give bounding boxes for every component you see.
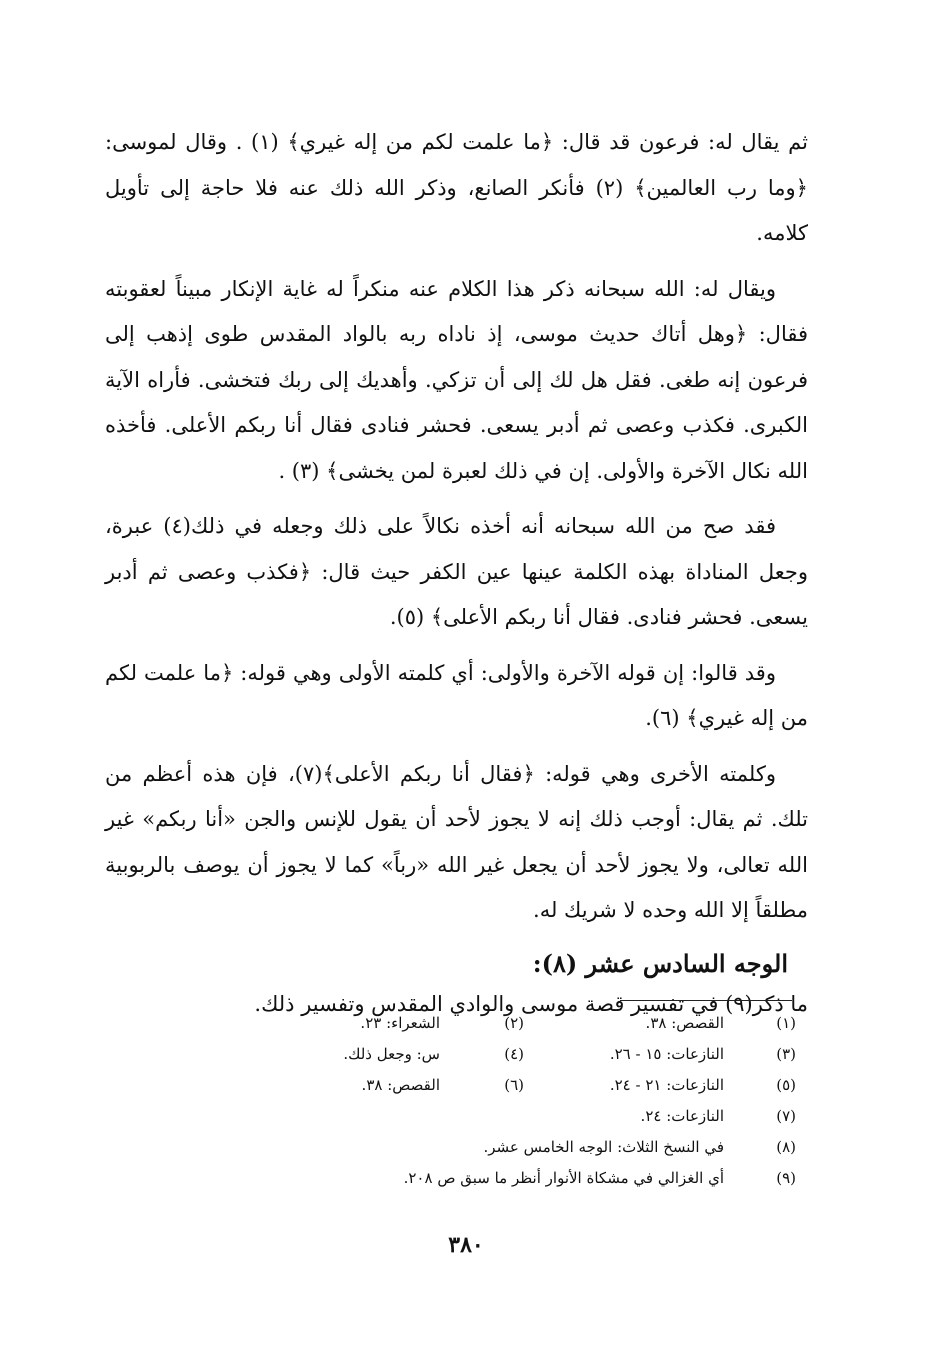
footnotes <box>240 1008 796 1194</box>
footnote-number: (٢) <box>504 1014 524 1032</box>
footnote-text: س: وجعل ذلك. <box>343 1045 440 1063</box>
paragraph-2: ويقال له: الله سبحانه ذكر هذا الكلام عنه منكراً له غاية الإنكار مبيناً لعقوبته فقال: ﴿وهل أتاك حديث موسى، إذ ناداه ربه بالواد المقدس طوى إذهب إلى فرعون إنه طغى. فقل هل لك إلى أن تزكي. وأهديك إلى ربك فتخشى. فأراه الآية الكبرى. فكذب وعصى ثم أدبر يسعى. فحشر فنادى فقال أنا ربكم الأعلى. فأخذه الله نكال الآخرة والأولى. إن في ذلك لعبرة لمن يخشى﴾ (٣) . <box>105 276 808 483</box>
paragraph-3: فقد صح من الله سبحانه أنه أخذه نكالاً على ذلك وجعله في ذلك(٤) عبرة، وجعل المناداة بهذه الكلمة عينها عين الكفر حيث قال: ﴿فكذب وعصى ثم أدبر يسعى. فحشر فنادى. فقال أنا ربكم الأعلى﴾ (٥). <box>105 514 808 629</box>
main-text <box>105 120 808 1024</box>
footnote-row <box>240 1039 796 1070</box>
footnote-row <box>240 1132 796 1163</box>
section-heading: الوجه السادس عشر (٨): <box>532 948 788 978</box>
footnote-text: أي الغزالي في مشكاة الأنوار أنظر ما سبق ص ٢٠٨. <box>403 1169 724 1187</box>
section-intro: ما ذكر(٩) في تفسير قصة موسى والوادي المقدس وتفسير ذلك. <box>254 991 808 1016</box>
footnote-number: (٨) <box>776 1138 796 1156</box>
paragraph-1: ثم يقال له: فرعون قد قال: ﴿ما علمت لكم من إله غيري﴾ (١) . وقال لموسى: ﴿وما رب العالمين﴾ (٢) فأنكر الصانع، وذكر الله ذلك عنه فلا حاجة إلى تأويل كلامه. <box>105 130 808 245</box>
paragraph-5: وكلمته الأخرى وهي قوله: ﴿فقال أنا ربكم الأعلى﴾(٧)، فإن هذه أعظم من تلك. ثم يقال: أوجب ذلك إنه لا يجوز لأحد أن يقول للإنس والجن «أنا ربكم» غير الله تعالى، ولا يجوز لأحد أن يجعل غير الله «رباً» كما لا يجوز أن يوصف بالربوبية مطلقاً إلا الله وحده لا شريك له. <box>105 761 808 922</box>
footnote-row <box>240 1008 796 1039</box>
footnote-row <box>240 1101 796 1132</box>
footnote-number: (٧) <box>776 1107 796 1125</box>
footnote-number: (٩) <box>776 1169 796 1187</box>
footnote-divider <box>620 1000 792 1001</box>
footnote-text: القصص: ٣٨. <box>645 1014 724 1032</box>
footnote-text: النازعات: ٢١ - ٢٤. <box>609 1076 724 1094</box>
footnote-number: (٤) <box>504 1045 524 1063</box>
footnote-text: القصص: ٣٨. <box>361 1076 440 1094</box>
footnote-text: في النسخ الثلاث: الوجه الخامس عشر. <box>483 1138 724 1156</box>
footnote-row <box>240 1070 796 1101</box>
footnote-number: (٣) <box>776 1045 796 1063</box>
footnote-number: (٦) <box>504 1076 524 1094</box>
page-number: ٣٨٠ <box>448 1232 484 1258</box>
footnote-text: النازعات: ٢٤. <box>640 1107 724 1125</box>
footnote-number: (١) <box>776 1014 796 1032</box>
footnote-text: النازعات: ١٥ - ٢٦. <box>609 1045 724 1063</box>
paragraph-4: وقد قالوا: إن قوله الآخرة والأولى: أي كلمته الأولى وهي قوله: ﴿ما علمت لكم من إله غيري﴾ (٦). <box>105 660 808 730</box>
footnote-text: الشعراء: ٢٣. <box>360 1014 440 1032</box>
footnote-number: (٥) <box>776 1076 796 1094</box>
footnote-row <box>240 1163 796 1194</box>
